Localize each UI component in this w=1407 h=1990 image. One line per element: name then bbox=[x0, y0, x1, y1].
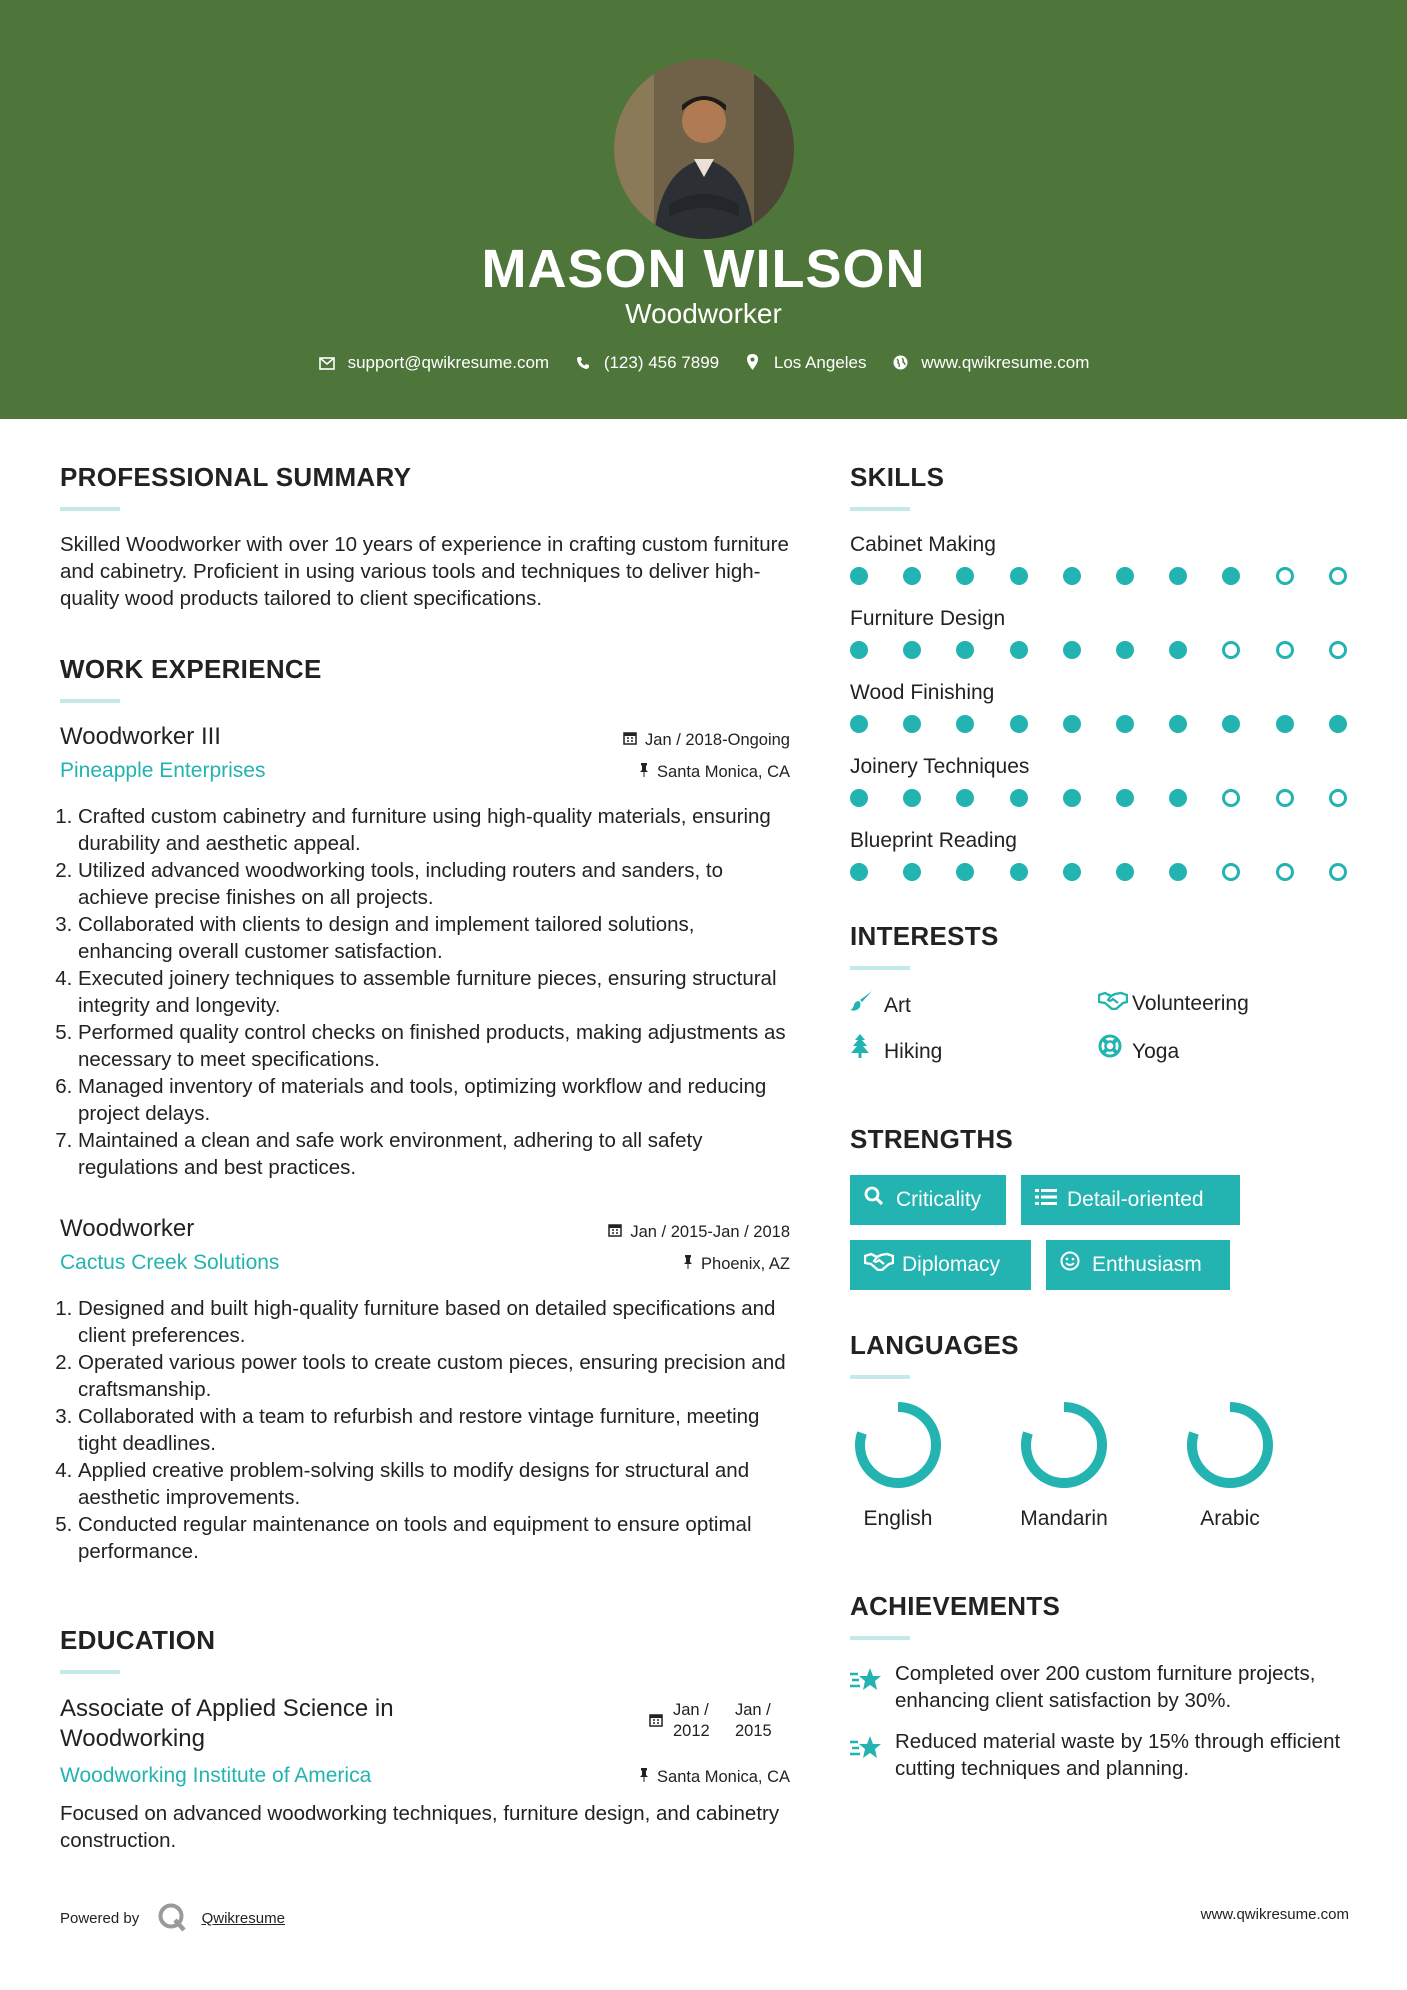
rating-dot-filled bbox=[1010, 863, 1028, 881]
list-item: 6. Managed inventory of materials and tools, optimizing workflow and reducing project delays. bbox=[78, 1073, 790, 1127]
rating-dot-filled bbox=[850, 715, 868, 733]
skill-name: Joinery Techniques bbox=[850, 755, 1030, 778]
rating-dot-filled bbox=[1116, 789, 1134, 807]
list-item: 3. Collaborated with a team to refurbish and restore vintage furniture, meeting tight deadlines. bbox=[78, 1403, 790, 1457]
language-item bbox=[828, 1399, 968, 1531]
strengths-row bbox=[850, 1240, 1350, 1305]
rating-dot-filled bbox=[1169, 715, 1187, 733]
skills-divider bbox=[850, 507, 910, 511]
job-location-text: Santa Monica, CA bbox=[657, 763, 790, 781]
languages-divider bbox=[850, 1375, 910, 1379]
contact-location bbox=[744, 353, 867, 373]
list-item: 1. Crafted custom cabinetry and furniture using high-quality materials, ensuring durability and aesthetic appeal. bbox=[78, 803, 790, 857]
interests-divider bbox=[850, 966, 910, 970]
strength-badge: Diplomacy bbox=[850, 1240, 1031, 1290]
list-item: 2. Operated various power tools to create custom pieces, ensuring precision and craftsmanship. bbox=[78, 1349, 790, 1403]
rating-dot-filled bbox=[850, 863, 868, 881]
job-date bbox=[623, 731, 790, 750]
smile-icon bbox=[1060, 1240, 1084, 1290]
job-entry bbox=[60, 1215, 790, 1565]
rating-dot-empty bbox=[1276, 641, 1294, 659]
rating-dot-filled bbox=[903, 641, 921, 659]
language-proficiency-ring bbox=[1184, 1399, 1276, 1491]
rating-dot-filled bbox=[956, 641, 974, 659]
map-marker-icon bbox=[744, 354, 762, 373]
education-section bbox=[60, 1625, 790, 1854]
rating-dot-empty bbox=[1276, 789, 1294, 807]
interests-list bbox=[850, 990, 1350, 1080]
experience-divider bbox=[60, 699, 120, 703]
rating-dot-filled bbox=[1010, 567, 1028, 585]
education-dates bbox=[673, 1700, 790, 1742]
education-heading: EDUCATION bbox=[60, 1625, 216, 1655]
contact-email-text: support@qwikresume.com bbox=[347, 352, 550, 372]
phone-icon bbox=[574, 355, 592, 373]
profile-photo bbox=[614, 59, 794, 239]
skill-rating bbox=[850, 633, 1350, 679]
rating-dot-filled bbox=[1116, 641, 1134, 659]
rating-dot-filled bbox=[1116, 715, 1134, 733]
skill-item bbox=[850, 531, 1350, 605]
interests-heading: INTERESTS bbox=[850, 921, 999, 951]
job-bullets bbox=[60, 803, 790, 1181]
language-proficiency-arc bbox=[1192, 1407, 1268, 1483]
rating-dot-filled bbox=[903, 863, 921, 881]
job-date-text: Jan / 2018-Ongoing bbox=[645, 731, 790, 749]
handshake-icon bbox=[864, 1240, 888, 1290]
footer-website[interactable]: www.qwikresume.com bbox=[1200, 1906, 1349, 1923]
strength-badge: Detail-oriented bbox=[1021, 1175, 1240, 1225]
strengths-section bbox=[850, 1124, 1350, 1305]
skills-section bbox=[850, 462, 1350, 901]
rating-dot-filled bbox=[1010, 715, 1028, 733]
rating-dot-filled bbox=[903, 567, 921, 585]
rating-dot-empty bbox=[1329, 641, 1347, 659]
rating-dot-filled bbox=[1169, 641, 1187, 659]
contact-phone-text: (123) 456 7899 bbox=[603, 352, 720, 372]
language-name: Mandarin bbox=[1020, 1507, 1108, 1530]
left-column bbox=[60, 462, 790, 1854]
contact-website-text: www.qwikresume.com bbox=[921, 352, 1090, 372]
contact-phone[interactable] bbox=[574, 353, 719, 373]
summary-text: Skilled Woodworker with over 10 years of experience in crafting custom furniture and cabinetry. Proficient in using various tools and techniques to deliver high-quality wood products tailored to client specifications. bbox=[60, 533, 789, 610]
interest-hiking: Hiking bbox=[850, 1034, 942, 1064]
job-entry bbox=[60, 723, 790, 1181]
search-icon bbox=[864, 1175, 888, 1225]
strengths-row bbox=[850, 1175, 1350, 1240]
rating-dot-filled bbox=[1222, 567, 1240, 585]
rating-dot-empty bbox=[1222, 863, 1240, 881]
handshake-icon bbox=[1098, 990, 1124, 1016]
interest-art: Art bbox=[850, 990, 911, 1018]
rating-dot-filled bbox=[850, 789, 868, 807]
skill-item bbox=[850, 679, 1350, 753]
skill-item bbox=[850, 605, 1350, 679]
summary-heading: PROFESSIONAL SUMMARY bbox=[60, 462, 412, 492]
list-item: 4. Executed joinery techniques to assemble furniture pieces, ensuring structural integrity and longevity. bbox=[78, 965, 790, 1019]
contact-bar bbox=[0, 352, 1407, 373]
rating-dot-filled bbox=[850, 641, 868, 659]
rating-dot-filled bbox=[1116, 567, 1134, 585]
rating-dot-filled bbox=[1063, 863, 1081, 881]
language-name: English bbox=[863, 1507, 933, 1530]
achievements-section bbox=[850, 1591, 1350, 1782]
rating-dot-filled bbox=[956, 863, 974, 881]
tree-icon bbox=[850, 1034, 876, 1064]
achievements-divider bbox=[850, 1636, 910, 1640]
skills-heading: SKILLS bbox=[850, 462, 945, 492]
envelope-icon bbox=[318, 355, 336, 373]
experience-heading: WORK EXPERIENCE bbox=[60, 654, 322, 684]
rating-dot-empty bbox=[1329, 567, 1347, 585]
candidate-name: MASON WILSON bbox=[481, 239, 926, 299]
languages-heading: LANGUAGES bbox=[850, 1330, 1019, 1360]
right-column bbox=[850, 462, 1350, 1796]
education-start: Jan / 2012 bbox=[673, 1701, 710, 1740]
rating-dot-filled bbox=[1169, 789, 1187, 807]
interest-volunteering: Volunteering bbox=[1098, 990, 1249, 1016]
skill-name: Blueprint Reading bbox=[850, 829, 1017, 852]
job-title: Woodworker bbox=[60, 1215, 195, 1242]
language-item bbox=[994, 1399, 1134, 1531]
job-company: Cactus Creek Solutions bbox=[60, 1251, 280, 1274]
calendar-icon bbox=[623, 731, 637, 750]
achievements-heading: ACHIEVEMENTS bbox=[850, 1591, 1061, 1621]
languages-section bbox=[850, 1330, 1350, 1549]
calendar-icon bbox=[649, 1712, 663, 1733]
education-divider bbox=[60, 1670, 120, 1674]
globe-icon bbox=[891, 355, 909, 373]
shooting-star-icon bbox=[850, 1666, 882, 1697]
list-icon bbox=[1035, 1175, 1059, 1225]
shooting-star-icon bbox=[850, 1734, 882, 1765]
rating-dot-filled bbox=[956, 715, 974, 733]
rating-dot-filled bbox=[1329, 715, 1347, 733]
candidate-title: Woodworker bbox=[625, 298, 782, 329]
rating-dot-empty bbox=[1329, 863, 1347, 881]
interest-yoga: Yoga bbox=[1098, 1034, 1179, 1064]
calendar-icon bbox=[608, 1223, 622, 1242]
school-location bbox=[639, 1768, 790, 1787]
rating-dot-empty bbox=[1276, 863, 1294, 881]
language-proficiency-arc bbox=[860, 1407, 936, 1483]
rating-dot-filled bbox=[1063, 715, 1081, 733]
list-item: 5. Performed quality control checks on finished products, making adjustments as necessary to meet specifications. bbox=[78, 1019, 790, 1073]
list-item: 4. Applied creative problem-solving skills to modify designs for structural and aesthetic improvements. bbox=[78, 1457, 790, 1511]
rating-dot-filled bbox=[1063, 641, 1081, 659]
lifebuoy-icon bbox=[1098, 1034, 1124, 1064]
rating-dot-empty bbox=[1329, 789, 1347, 807]
rating-dot-filled bbox=[1063, 789, 1081, 807]
language-proficiency-arc bbox=[1026, 1407, 1102, 1483]
summary-section bbox=[60, 462, 790, 612]
rating-dot-filled bbox=[903, 789, 921, 807]
rating-dot-empty bbox=[1222, 789, 1240, 807]
job-date bbox=[608, 1223, 790, 1242]
profile-photo-illustration bbox=[614, 59, 794, 239]
rating-dot-filled bbox=[1116, 863, 1134, 881]
rating-dot-filled bbox=[903, 715, 921, 733]
rating-dot-filled bbox=[1169, 567, 1187, 585]
rating-dot-filled bbox=[1169, 863, 1187, 881]
contact-website[interactable] bbox=[891, 353, 1089, 373]
language-proficiency-ring bbox=[1018, 1399, 1110, 1491]
list-item: 3. Collaborated with clients to design and implement tailored solutions, enhancing overall customer satisfaction. bbox=[78, 911, 790, 965]
qwikresume-logo-icon bbox=[157, 1902, 187, 1936]
powered-by-text: Powered by bbox=[60, 1909, 140, 1927]
experience-section bbox=[60, 654, 790, 1565]
rating-dot-empty bbox=[1222, 641, 1240, 659]
skill-name: Cabinet Making bbox=[850, 533, 996, 556]
achievement-item bbox=[850, 1660, 1350, 1714]
achievement-item bbox=[850, 1728, 1350, 1782]
summary-divider bbox=[60, 507, 120, 511]
school-location-text: Santa Monica, CA bbox=[657, 1768, 790, 1786]
strength-badge: Criticality bbox=[850, 1175, 1006, 1225]
list-item: 2. Utilized advanced woodworking tools, including routers and sanders, to achieve precise finishes on all projects. bbox=[78, 857, 790, 911]
pushpin-icon bbox=[639, 763, 649, 782]
job-location bbox=[639, 763, 790, 782]
education-description: Focused on advanced woodworking techniques, furniture design, and cabinetry construction. bbox=[60, 1802, 780, 1852]
skills-list bbox=[850, 531, 1350, 901]
achievement-text: Completed over 200 custom furniture projects, enhancing client satisfaction by 30%. bbox=[895, 1662, 1316, 1712]
rating-dot-filled bbox=[956, 567, 974, 585]
skill-name: Furniture Design bbox=[850, 607, 1006, 630]
language-name: Arabic bbox=[1200, 1507, 1260, 1530]
job-company: Pineapple Enterprises bbox=[60, 759, 266, 782]
skill-item bbox=[850, 827, 1350, 901]
strengths-heading: STRENGTHS bbox=[850, 1124, 1014, 1154]
interests-section bbox=[850, 921, 1350, 1080]
language-item bbox=[1160, 1399, 1300, 1531]
achievement-text: Reduced material waste by 15% through efficient cutting techniques and planning. bbox=[895, 1730, 1341, 1780]
school-name: Woodworking Institute of America bbox=[60, 1764, 372, 1787]
pushpin-icon bbox=[639, 1768, 649, 1787]
skill-rating bbox=[850, 559, 1350, 605]
contact-location-text: Los Angeles bbox=[773, 352, 867, 372]
list-item: 7. Maintained a clean and safe work environment, adhering to all safety regulations and best practices. bbox=[78, 1127, 790, 1181]
skill-rating bbox=[850, 707, 1350, 753]
pushpin-icon bbox=[683, 1255, 693, 1274]
skill-item bbox=[850, 753, 1350, 827]
rating-dot-filled bbox=[1010, 789, 1028, 807]
degree-line-2: Woodworking bbox=[60, 1725, 205, 1752]
job-bullets bbox=[60, 1295, 790, 1565]
contact-email[interactable] bbox=[318, 353, 550, 373]
rating-dot-filled bbox=[850, 567, 868, 585]
rating-dot-filled bbox=[956, 789, 974, 807]
skill-rating bbox=[850, 855, 1350, 901]
list-item: 1. Designed and built high-quality furniture based on detailed specifications and client preferences. bbox=[78, 1295, 790, 1349]
job-location-text: Phoenix, AZ bbox=[701, 1255, 790, 1273]
rating-dot-filled bbox=[1063, 567, 1081, 585]
language-proficiency-ring bbox=[852, 1399, 944, 1491]
paintbrush-icon bbox=[850, 990, 876, 1018]
skill-rating bbox=[850, 781, 1350, 827]
job-title: Woodworker III bbox=[60, 723, 221, 750]
rating-dot-filled bbox=[1222, 715, 1240, 733]
footer-powered-by bbox=[60, 1902, 285, 1936]
list-item: 5. Conducted regular maintenance on tools and equipment to ensure optimal performance. bbox=[78, 1511, 790, 1565]
degree-line-1: Associate of Applied Science in bbox=[60, 1695, 394, 1722]
languages-list bbox=[850, 1399, 1350, 1549]
job-date-text: Jan / 2015-Jan / 2018 bbox=[630, 1223, 790, 1241]
skill-name: Wood Finishing bbox=[850, 681, 995, 704]
rating-dot-filled bbox=[1010, 641, 1028, 659]
rating-dot-filled bbox=[1276, 715, 1294, 733]
header-banner bbox=[0, 0, 1407, 419]
job-location bbox=[683, 1255, 790, 1274]
rating-dot-empty bbox=[1276, 567, 1294, 585]
qwikresume-link[interactable]: Qwikresume bbox=[201, 1909, 285, 1927]
strength-badge: Enthusiasm bbox=[1046, 1240, 1230, 1290]
education-end: Jan / 2015 bbox=[735, 1701, 772, 1740]
